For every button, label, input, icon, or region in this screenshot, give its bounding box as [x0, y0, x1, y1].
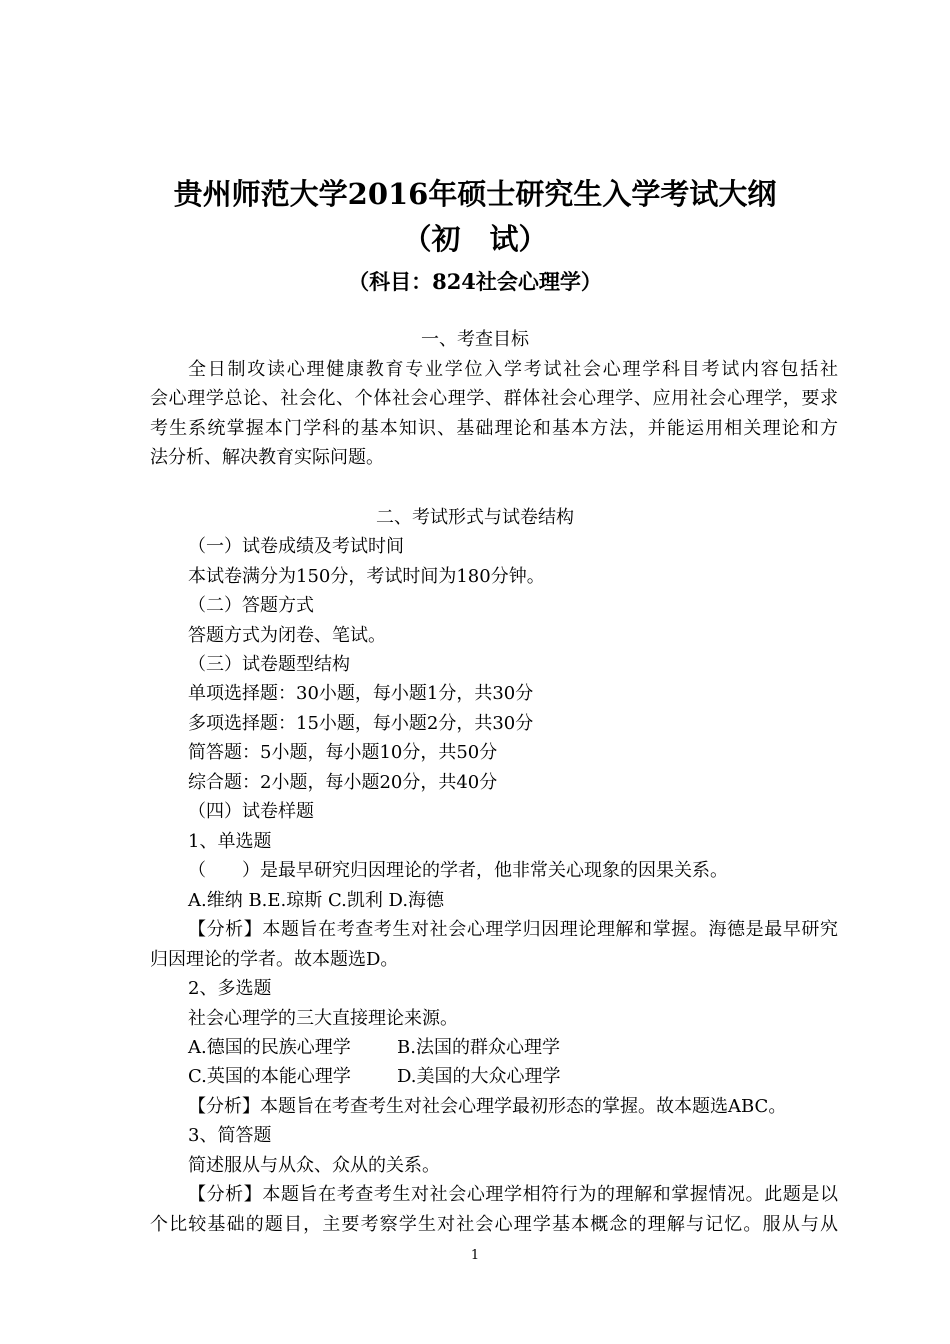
- structure-item: 简答题：5小题，每小题10分，共50分: [188, 742, 498, 763]
- q2-label: 2、多选题: [188, 978, 272, 999]
- part1-text: 本试卷满分为150分，考试时间为180分钟。: [188, 566, 545, 587]
- subject-line: （科目：824社会心理学）: [348, 269, 602, 294]
- q1-label: 1、单选题: [188, 831, 272, 852]
- exam-stage-subtitle: （初 试）: [402, 222, 548, 256]
- objectives-line-1: 全日制攻读心理健康教育专业学位入学考试社会心理学科目考试内容包括社: [188, 359, 838, 380]
- objectives-line-3: 考生系统掌握本门学科的基本知识、基础理论和基本方法，并能运用相关理论和方: [150, 418, 838, 439]
- q3-stem: 简述服从与从众、众从的关系。: [188, 1155, 440, 1176]
- q1-analysis-line-1: 【分析】本题旨在考查考生对社会心理学归因理论理解和掌握。海德是最早研究: [188, 919, 838, 940]
- part2-text: 答题方式为闭卷、笔试。: [188, 625, 386, 646]
- q2-option-d: D.美国的大众心理学: [397, 1066, 561, 1087]
- objectives-line-2: 会心理学总论、社会化、个体社会心理学、群体社会心理学、应用社会心理学，要求: [150, 388, 838, 409]
- q2-analysis: 【分析】本题旨在考查考生对社会心理学最初形态的掌握。故本题选ABC。: [188, 1096, 787, 1117]
- q1-stem: （ ）是最早研究归因理论的学者，他非常关心现象的因果关系。: [188, 860, 728, 881]
- section-heading-exam-format: 二、考试形式与试卷结构: [376, 507, 574, 528]
- structure-item: 多项选择题：15小题，每小题2分，共30分: [188, 713, 534, 734]
- q2-option-b: B.法国的群众心理学: [397, 1037, 560, 1058]
- q2-option-a: A.德国的民族心理学: [188, 1037, 351, 1058]
- structure-item: 单项选择题：30小题，每小题1分，共30分: [188, 683, 534, 704]
- part1-title: （一）试卷成绩及考试时间: [188, 536, 404, 557]
- q3-label: 3、简答题: [188, 1125, 272, 1146]
- q2-stem: 社会心理学的三大直接理论来源。: [188, 1008, 458, 1029]
- page-number: 1: [470, 1248, 480, 1263]
- part2-title: （二）答题方式: [188, 595, 314, 616]
- document-title: 贵州师范大学2016年硕士研究生入学考试大纲: [173, 177, 777, 211]
- q3-analysis-line-1: 【分析】本题旨在考查考生对社会心理学相符行为的理解和掌握情况。此题是以: [188, 1184, 838, 1205]
- q3-analysis-line-2: 个比较基础的题目，主要考察学生对社会心理学基本概念的理解与记忆。服从与从: [150, 1214, 838, 1235]
- objectives-line-4: 法分析、解决教育实际问题。: [150, 447, 384, 468]
- section-heading-objectives: 一、考查目标: [421, 329, 529, 350]
- part4-title: （四）试卷样题: [188, 801, 314, 822]
- q2-option-c: C.英国的本能心理学: [188, 1066, 351, 1087]
- q1-analysis-line-2: 归因理论的学者。故本题选D。: [150, 949, 399, 970]
- q1-options: A.维纳 B.E.琼斯 C.凯利 D.海德: [188, 890, 445, 911]
- structure-item: 综合题：2小题，每小题20分，共40分: [188, 772, 498, 793]
- part3-title: （三）试卷题型结构: [188, 654, 350, 675]
